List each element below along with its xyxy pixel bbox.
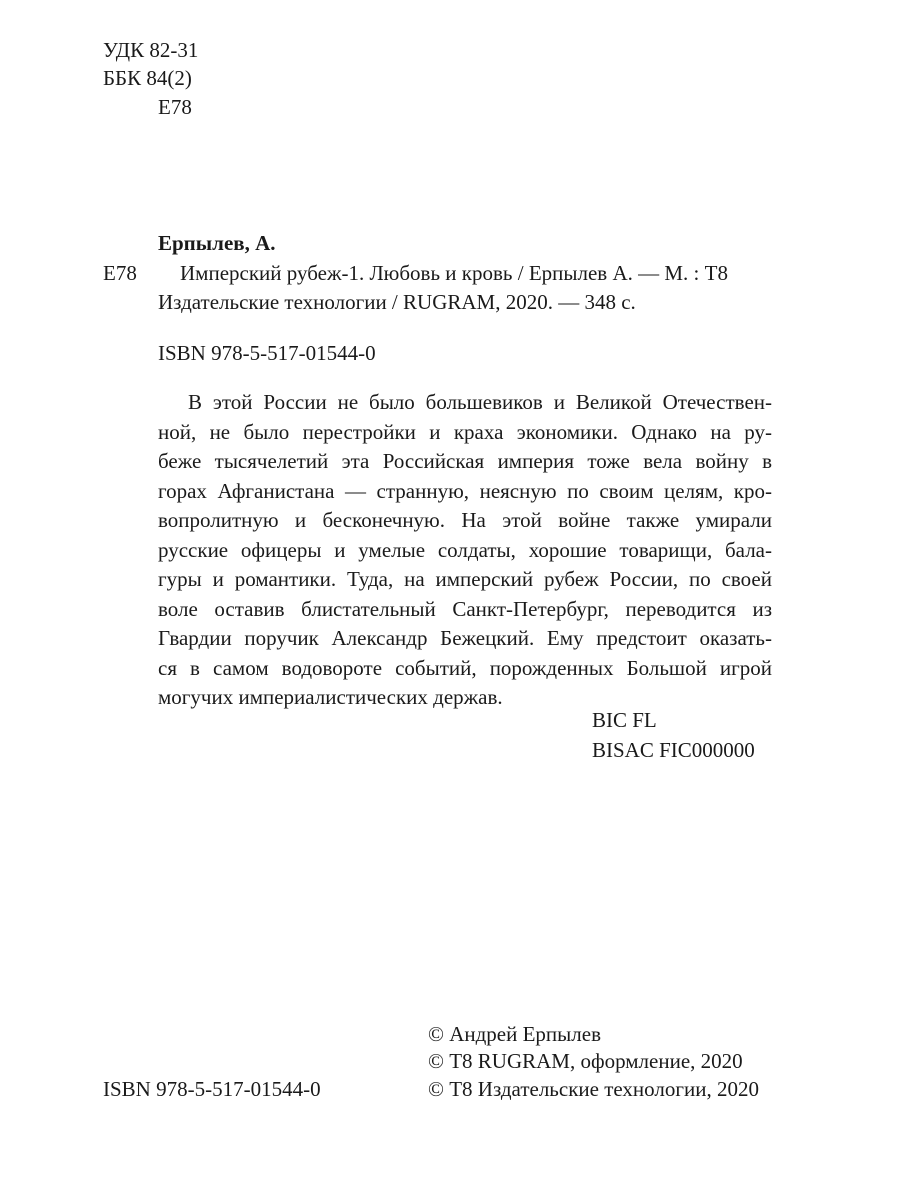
author-name: Ерпылев, А. — [158, 231, 276, 255]
udk-code: УДК 82-31 — [103, 38, 199, 62]
abstract-line: беже тысячелетий эта Российская империя тоже вела войну в — [158, 449, 772, 473]
abstract-line: Гвардии поручик Александр Бежецкий. Ему предстоит оказать- — [158, 626, 772, 650]
abstract-line: ся в самом водовороте событий, порожденных Большой игрой — [158, 655, 772, 680]
bib-description-line-1: Имперский рубеж-1. Любовь и кровь / Ерпылев А. — М. : Т8 — [180, 261, 728, 285]
abstract-line: В этой России не было большевиков и Великой Отечествен- — [188, 390, 772, 414]
abstract-line: горах Афганистана — странную, неясную по своим целям, кро- — [158, 478, 772, 503]
bbk-code: ББК 84(2) — [103, 66, 192, 90]
author-mark-bib: Е78 — [103, 261, 137, 285]
abstract — [158, 388, 772, 713]
bisac-code: BISAC FIC000000 — [592, 738, 755, 762]
copyright-publisher: © Т8 Издательские технологии, 2020 — [428, 1077, 759, 1101]
bic-code: BIC FL — [592, 708, 657, 732]
abstract-line: воле оставив блистательный Санкт-Петербург, переводится из — [158, 596, 772, 621]
isbn: ISBN 978-5-517-01544-0 — [158, 341, 376, 365]
bib-description-line-2: Издательские технологии / RUGRAM, 2020. — 348 с. — [158, 290, 636, 314]
abstract-line: могучих империалистических держав. — [158, 685, 503, 709]
author-mark: Е78 — [158, 95, 192, 119]
copyright-author: © Андрей Ерпылев — [428, 1022, 601, 1046]
abstract-line: русские офицеры и умелые солдаты, хорошие товарищи, бала- — [158, 537, 772, 562]
abstract-line: вопролитную и бесконечную. На этой войне также умирали — [158, 508, 772, 532]
copyright-design: © Т8 RUGRAM, оформление, 2020 — [428, 1049, 743, 1073]
abstract-line: гуры и романтики. Туда, на имперский рубеж России, по своей — [158, 567, 772, 591]
footer-isbn: ISBN 978-5-517-01544-0 — [103, 1077, 321, 1101]
abstract-line: ной, не было перестройки и краха экономики. Однако на ру- — [158, 419, 772, 444]
